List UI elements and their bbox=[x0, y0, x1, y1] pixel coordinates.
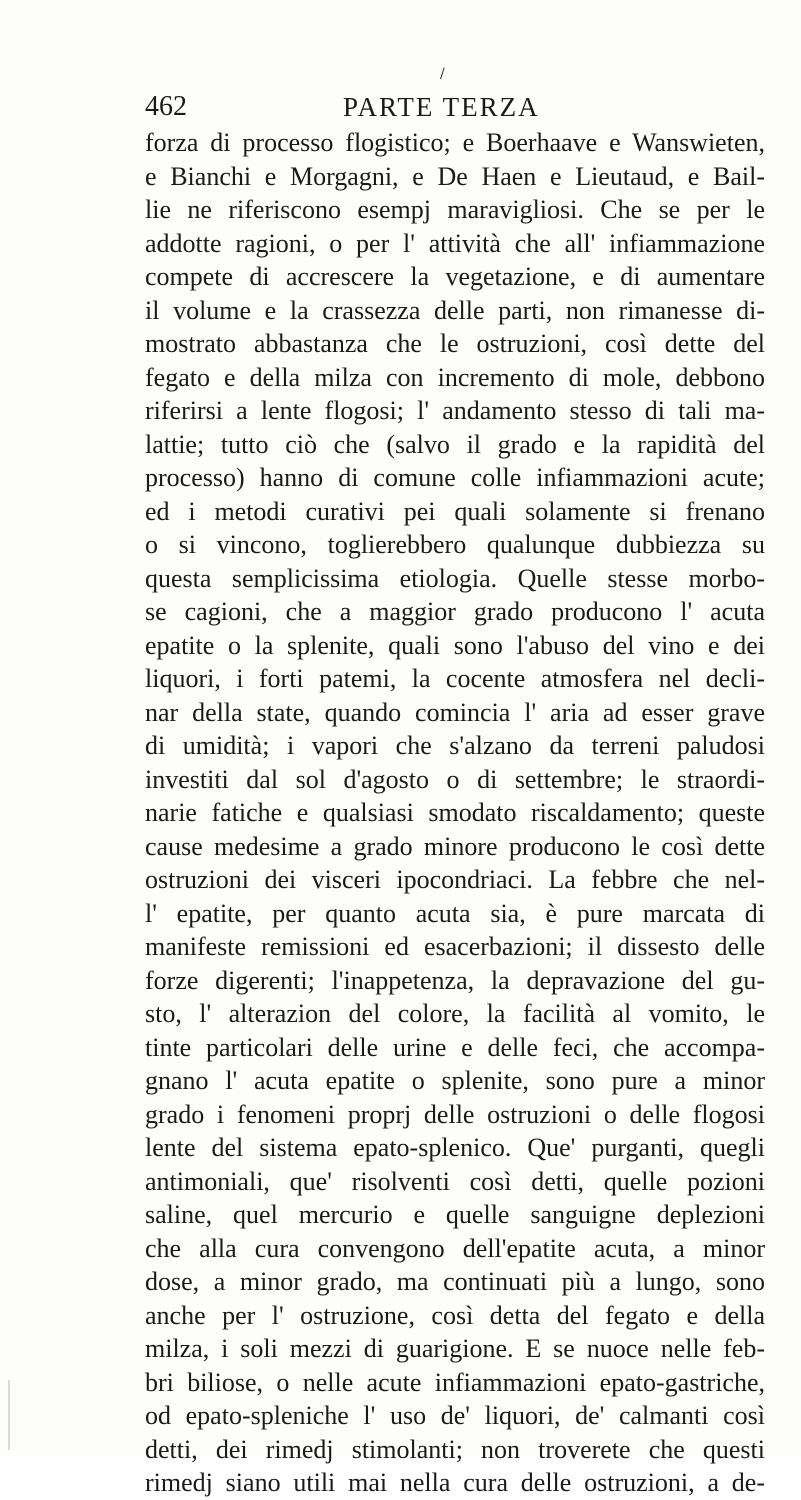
body-text bbox=[145, 126, 765, 1500]
text-line: grado i fenomeni proprj delle ostruzioni o delle flogosi bbox=[145, 1099, 765, 1129]
text-line: riferirsi a lente flogosi; l' andamento stesso di tali ma- bbox=[145, 396, 765, 425]
text-line: tinte particolari delle urine e delle feci, che accompa- bbox=[145, 1032, 765, 1062]
text-line: ed i metodi curativi pei quali solamente si frenano bbox=[145, 496, 765, 526]
text-line: liquori, i forti patemi, la cocente atmosfera nel decli- bbox=[145, 664, 765, 693]
text-line: questa semplicissima etiologia. Quelle stesse morbo- bbox=[145, 563, 765, 593]
text-line: bri biliose, o nelle acute infiammazioni epato-gastriche, bbox=[145, 1367, 765, 1397]
text-line: forze digerenti; l'inappetenza, la depravazione del gu- bbox=[145, 965, 765, 995]
text-line: il volume e la crassezza delle parti, non rimanesse di- bbox=[145, 295, 765, 325]
top-margin-mark: / bbox=[440, 66, 445, 82]
text-line: sto, l' alterazion del colore, la facilità al vomito, le bbox=[145, 999, 765, 1028]
text-line: dose, a minor grado, ma continuati più a lungo, sono bbox=[145, 1267, 765, 1296]
text-line: addotte ragioni, o per l' attività che all' infiammazione bbox=[145, 228, 765, 258]
running-head bbox=[145, 90, 765, 124]
text-line: milza, i soli mezzi di guarigione. E se nuoce nelle feb- bbox=[145, 1334, 765, 1363]
text-line: processo) hanno di comune colle infiammazioni acute; bbox=[145, 463, 765, 492]
text-line: antimoniali, que' risolventi così detti, quelle pozioni bbox=[145, 1166, 765, 1196]
text-line: manifeste remissioni ed esacerbazioni; il dissesto delle bbox=[145, 932, 765, 961]
text-line: ostruzioni dei visceri ipocondriaci. La febbre che nel- bbox=[145, 865, 765, 894]
text-line: o si vincono, toglierebbero qualunque dubbiezza su bbox=[145, 530, 765, 559]
text-line: investiti dal sol d'agosto o di settembre; le straordi- bbox=[145, 764, 765, 794]
text-line: di umidità; i vapori che s'alzano da terreni paludosi bbox=[145, 731, 765, 760]
text-line: mostrato abbastanza che le ostruzioni, così dette del bbox=[145, 329, 765, 358]
text-line: epatite o la splenite, quali sono l'abuso del vino e dei bbox=[145, 630, 765, 660]
text-line: forza di processo flogistico; e Boerhaave e Wanswieten, bbox=[145, 128, 765, 157]
text-line: compete di accrescere la vegetazione, e di aumentare bbox=[145, 262, 765, 291]
text-line: od epato-spleniche l' uso de' liquori, de' calmanti così bbox=[145, 1401, 765, 1430]
text-line: fegato e della milza con incremento di mole, debbono bbox=[145, 362, 765, 392]
text-line: l' epatite, per quanto acuta sia, è pure marcata di bbox=[145, 898, 765, 928]
text-line: lente del sistema epato-splenico. Que' purganti, quegli bbox=[145, 1133, 765, 1162]
running-title: PARTE TERZA bbox=[343, 92, 540, 122]
text-line: e Bianchi e Morgagni, e De Haen e Lieutaud, e Bail- bbox=[145, 161, 765, 191]
text-line: anche per l' ostruzione, così detta del fegato e della bbox=[145, 1300, 765, 1330]
text-line: che alla cura convengono dell'epatite acuta, a minor bbox=[145, 1233, 765, 1263]
text-line: rimedj siano utili mai nella cura delle ostruzioni, a de- bbox=[145, 1468, 765, 1497]
page-number: 462 bbox=[145, 91, 187, 122]
text-line: detti, dei rimedj stimolanti; non troverete che questi bbox=[145, 1434, 765, 1464]
text-line: lie ne riferiscono esempj maravigliosi. Che se per le bbox=[145, 195, 765, 224]
text-line: se cagioni, che a maggior grado producono l' acuta bbox=[145, 597, 765, 626]
text-line: lattie; tutto ciò che (salvo il grado e la rapidità del bbox=[145, 429, 765, 459]
text-line: cause medesime a grado minore producono le così dette bbox=[145, 831, 765, 861]
text-line: gnano l' acuta epatite o splenite, sono pure a minor bbox=[145, 1066, 765, 1095]
text-line: narie fatiche e qualsiasi smodato riscaldamento; queste bbox=[145, 798, 765, 827]
text-line: saline, quel mercurio e quelle sanguigne deplezioni bbox=[145, 1200, 765, 1229]
text-line: nar della state, quando comincia l' aria ad esser grave bbox=[145, 697, 765, 727]
binding-edge-mark bbox=[8, 1380, 10, 1450]
